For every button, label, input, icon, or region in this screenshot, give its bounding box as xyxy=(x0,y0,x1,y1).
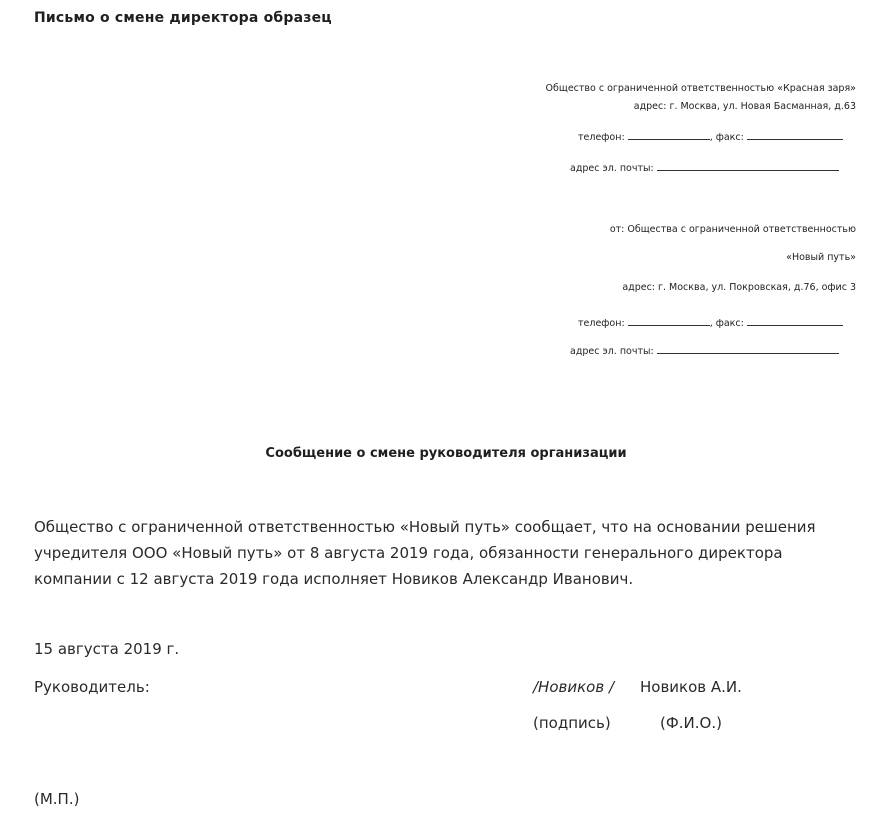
document-date: 15 августа 2019 г. xyxy=(34,640,180,658)
signature-role-label: Руководитель: xyxy=(34,678,150,696)
phone-label: телефон: xyxy=(578,318,625,329)
stamp-placeholder: (М.П.) xyxy=(34,790,80,808)
fax-label: , факс: xyxy=(709,318,744,329)
recipient-phone-line xyxy=(578,130,843,143)
recipient-address: адрес: г. Москва, ул. Новая Басманная, д.63 xyxy=(633,101,856,112)
sender-company-name: «Новый путь» xyxy=(786,252,856,263)
email-label: адрес эл. почты: xyxy=(570,346,654,357)
phone-label: телефон: xyxy=(578,132,625,143)
sender-address: адрес: г. Москва, ул. Покровская, д.76, офис 3 xyxy=(622,282,856,293)
document-heading: Сообщение о смене руководителя организации xyxy=(265,446,627,461)
signer-name: Новиков А.И. xyxy=(640,678,742,696)
name-caption: (Ф.И.О.) xyxy=(660,714,722,732)
email-label: адрес эл. почты: xyxy=(570,163,654,174)
sender-email-line xyxy=(570,344,839,357)
sender-from-line: от: Общества с ограниченной ответственностью xyxy=(609,224,856,235)
page-title: Письмо о смене директора образец xyxy=(34,10,332,26)
signature: /Новиков / xyxy=(533,678,614,696)
fax-label: , факс: xyxy=(709,132,744,143)
body-paragraph: Общество с ограниченной ответственностью «Новый путь» сообщает, что на основании решения учредителя ООО «Новый путь» от 8 августа 2019 года, обязанности генерального директора компании с 12 августа 2019 года исполняет Новиков Александр Иванович. xyxy=(34,518,816,588)
signature-caption: (подпись) xyxy=(533,714,611,732)
recipient-email-line xyxy=(570,161,839,174)
sender-phone-line xyxy=(578,316,843,329)
recipient-company: Общество с ограниченной ответственностью «Красная заря» xyxy=(545,83,856,94)
